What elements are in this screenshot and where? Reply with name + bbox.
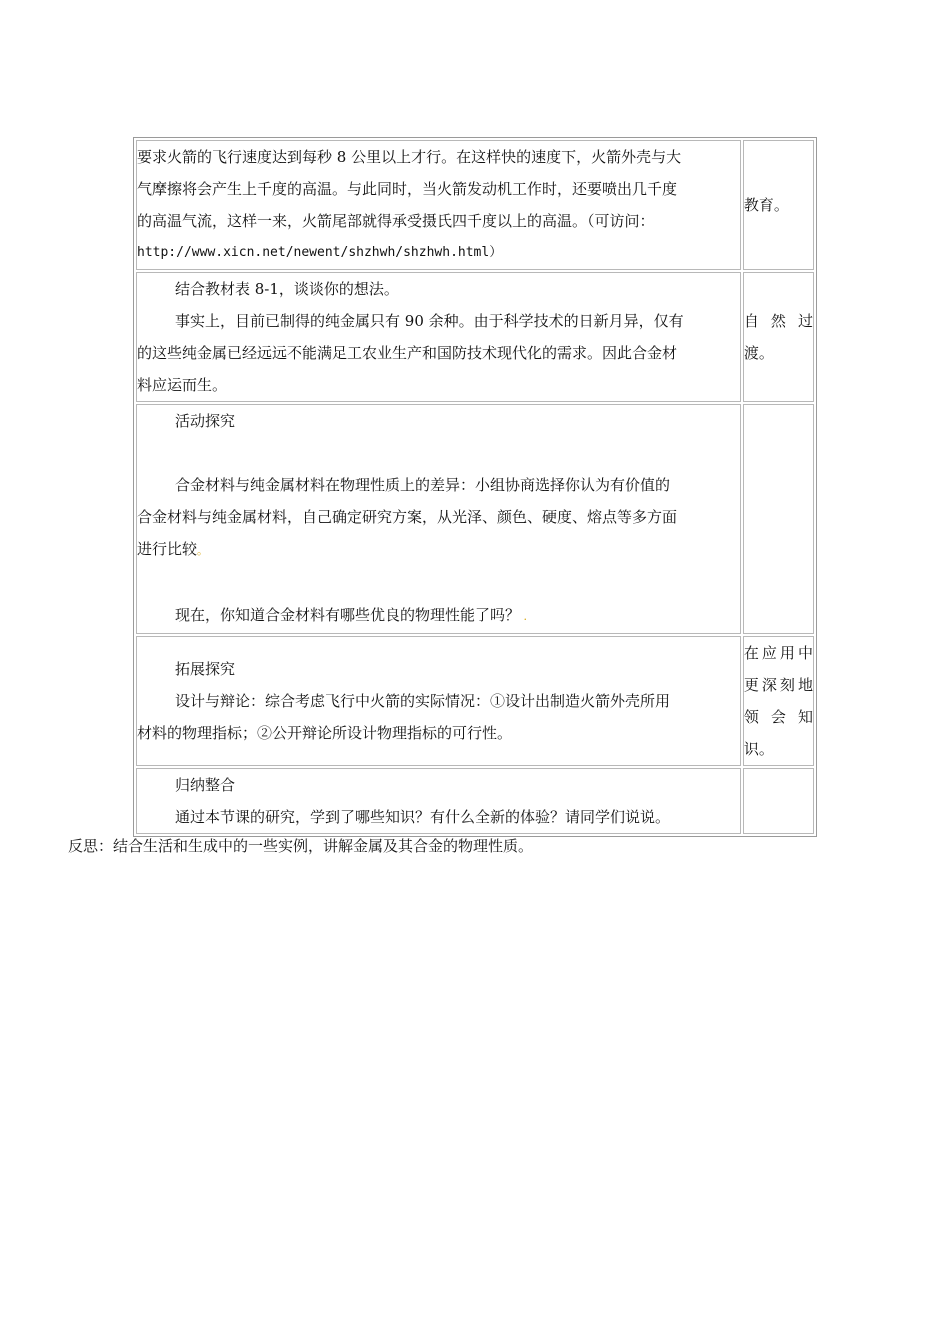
text-line: 设计与辩论：综合考虑飞行中火箭的实际情况：①设计出制造火箭外壳所用: [175, 692, 671, 710]
text-line: 料应运而生。: [137, 376, 228, 394]
text-line: 通过本节课的研究，学到了哪些知识？有什么全新的体验？请同学们说说。: [175, 808, 671, 826]
lesson-table: [133, 137, 817, 837]
text-line: 结合教材表 8-1，谈谈你的想法。: [175, 280, 399, 298]
section-heading: 活动探究: [175, 412, 236, 430]
note-cell: [743, 404, 814, 634]
blank-line: [137, 567, 740, 599]
content-cell: [136, 272, 741, 402]
note-line: 渡。: [743, 344, 774, 362]
text-line: 合金材料与纯金属材料，自己确定研究方案，从光泽、颜色、硬度、熔点等多方面: [137, 508, 678, 526]
content-cell: [136, 636, 741, 766]
note-cell: [743, 768, 814, 834]
text-line: 的高温气流，这样一来，火箭尾部就得承受摄氏四千度以上的高温。（可访问：: [137, 212, 655, 230]
note-cell: [743, 272, 814, 402]
table-row: [136, 636, 814, 766]
table-row: [136, 768, 814, 834]
text-line: 现在，你知道合金材料有哪些优良的物理性能了吗？ .: [175, 606, 528, 624]
url-text: http://www.xicn.net/newent/shzhwh/shzhwh.html）: [137, 245, 503, 260]
note-line: 更深刻地: [743, 676, 813, 694]
note-line: 领 会 知: [743, 708, 813, 726]
reflection-text: 反思：结合生活和生成中的一些实例，讲解金属及其合金的物理性质。: [68, 837, 534, 855]
text-line: 合金材料与纯金属材料在物理性质上的差异：小组协商选择你认为有价值的: [175, 476, 671, 494]
content-cell: [136, 140, 741, 270]
content-cell: [136, 404, 741, 634]
section-heading: 拓展探究: [175, 660, 236, 678]
content-cell: [136, 768, 741, 834]
note-cell: [743, 140, 814, 270]
text-line: 气摩擦将会产生上千度的高温。与此同时，当火箭发动机工作时，还要喷出几千度: [137, 180, 678, 198]
blank-line: [137, 437, 740, 469]
text-line: 进行比较。: [137, 540, 209, 558]
text-line: 材料的物理指标；②公开辩论所设计物理指标的可行性。: [137, 724, 513, 742]
note-text: 教育。: [743, 196, 789, 214]
note-line: 自 然 过: [743, 312, 813, 330]
note-line: 识。: [743, 740, 774, 758]
text-line: 的这些纯金属已经远远不能满足工农业生产和国防技术现代化的需求。因此合金材: [137, 344, 678, 362]
table-row: [136, 272, 814, 402]
text-line: 事实上，目前已制得的纯金属只有 90 余种。由于科学技术的日新月异，仅有: [175, 312, 684, 330]
note-line: 在应用中: [743, 644, 813, 662]
section-heading: 归纳整合: [175, 776, 236, 794]
table-row: [136, 404, 814, 634]
text-line: 要求火箭的飞行速度达到每秒 8 公里以上才行。在这样快的速度下，火箭外壳与大: [137, 148, 682, 166]
table-row: [136, 140, 814, 270]
note-cell: [743, 636, 814, 766]
